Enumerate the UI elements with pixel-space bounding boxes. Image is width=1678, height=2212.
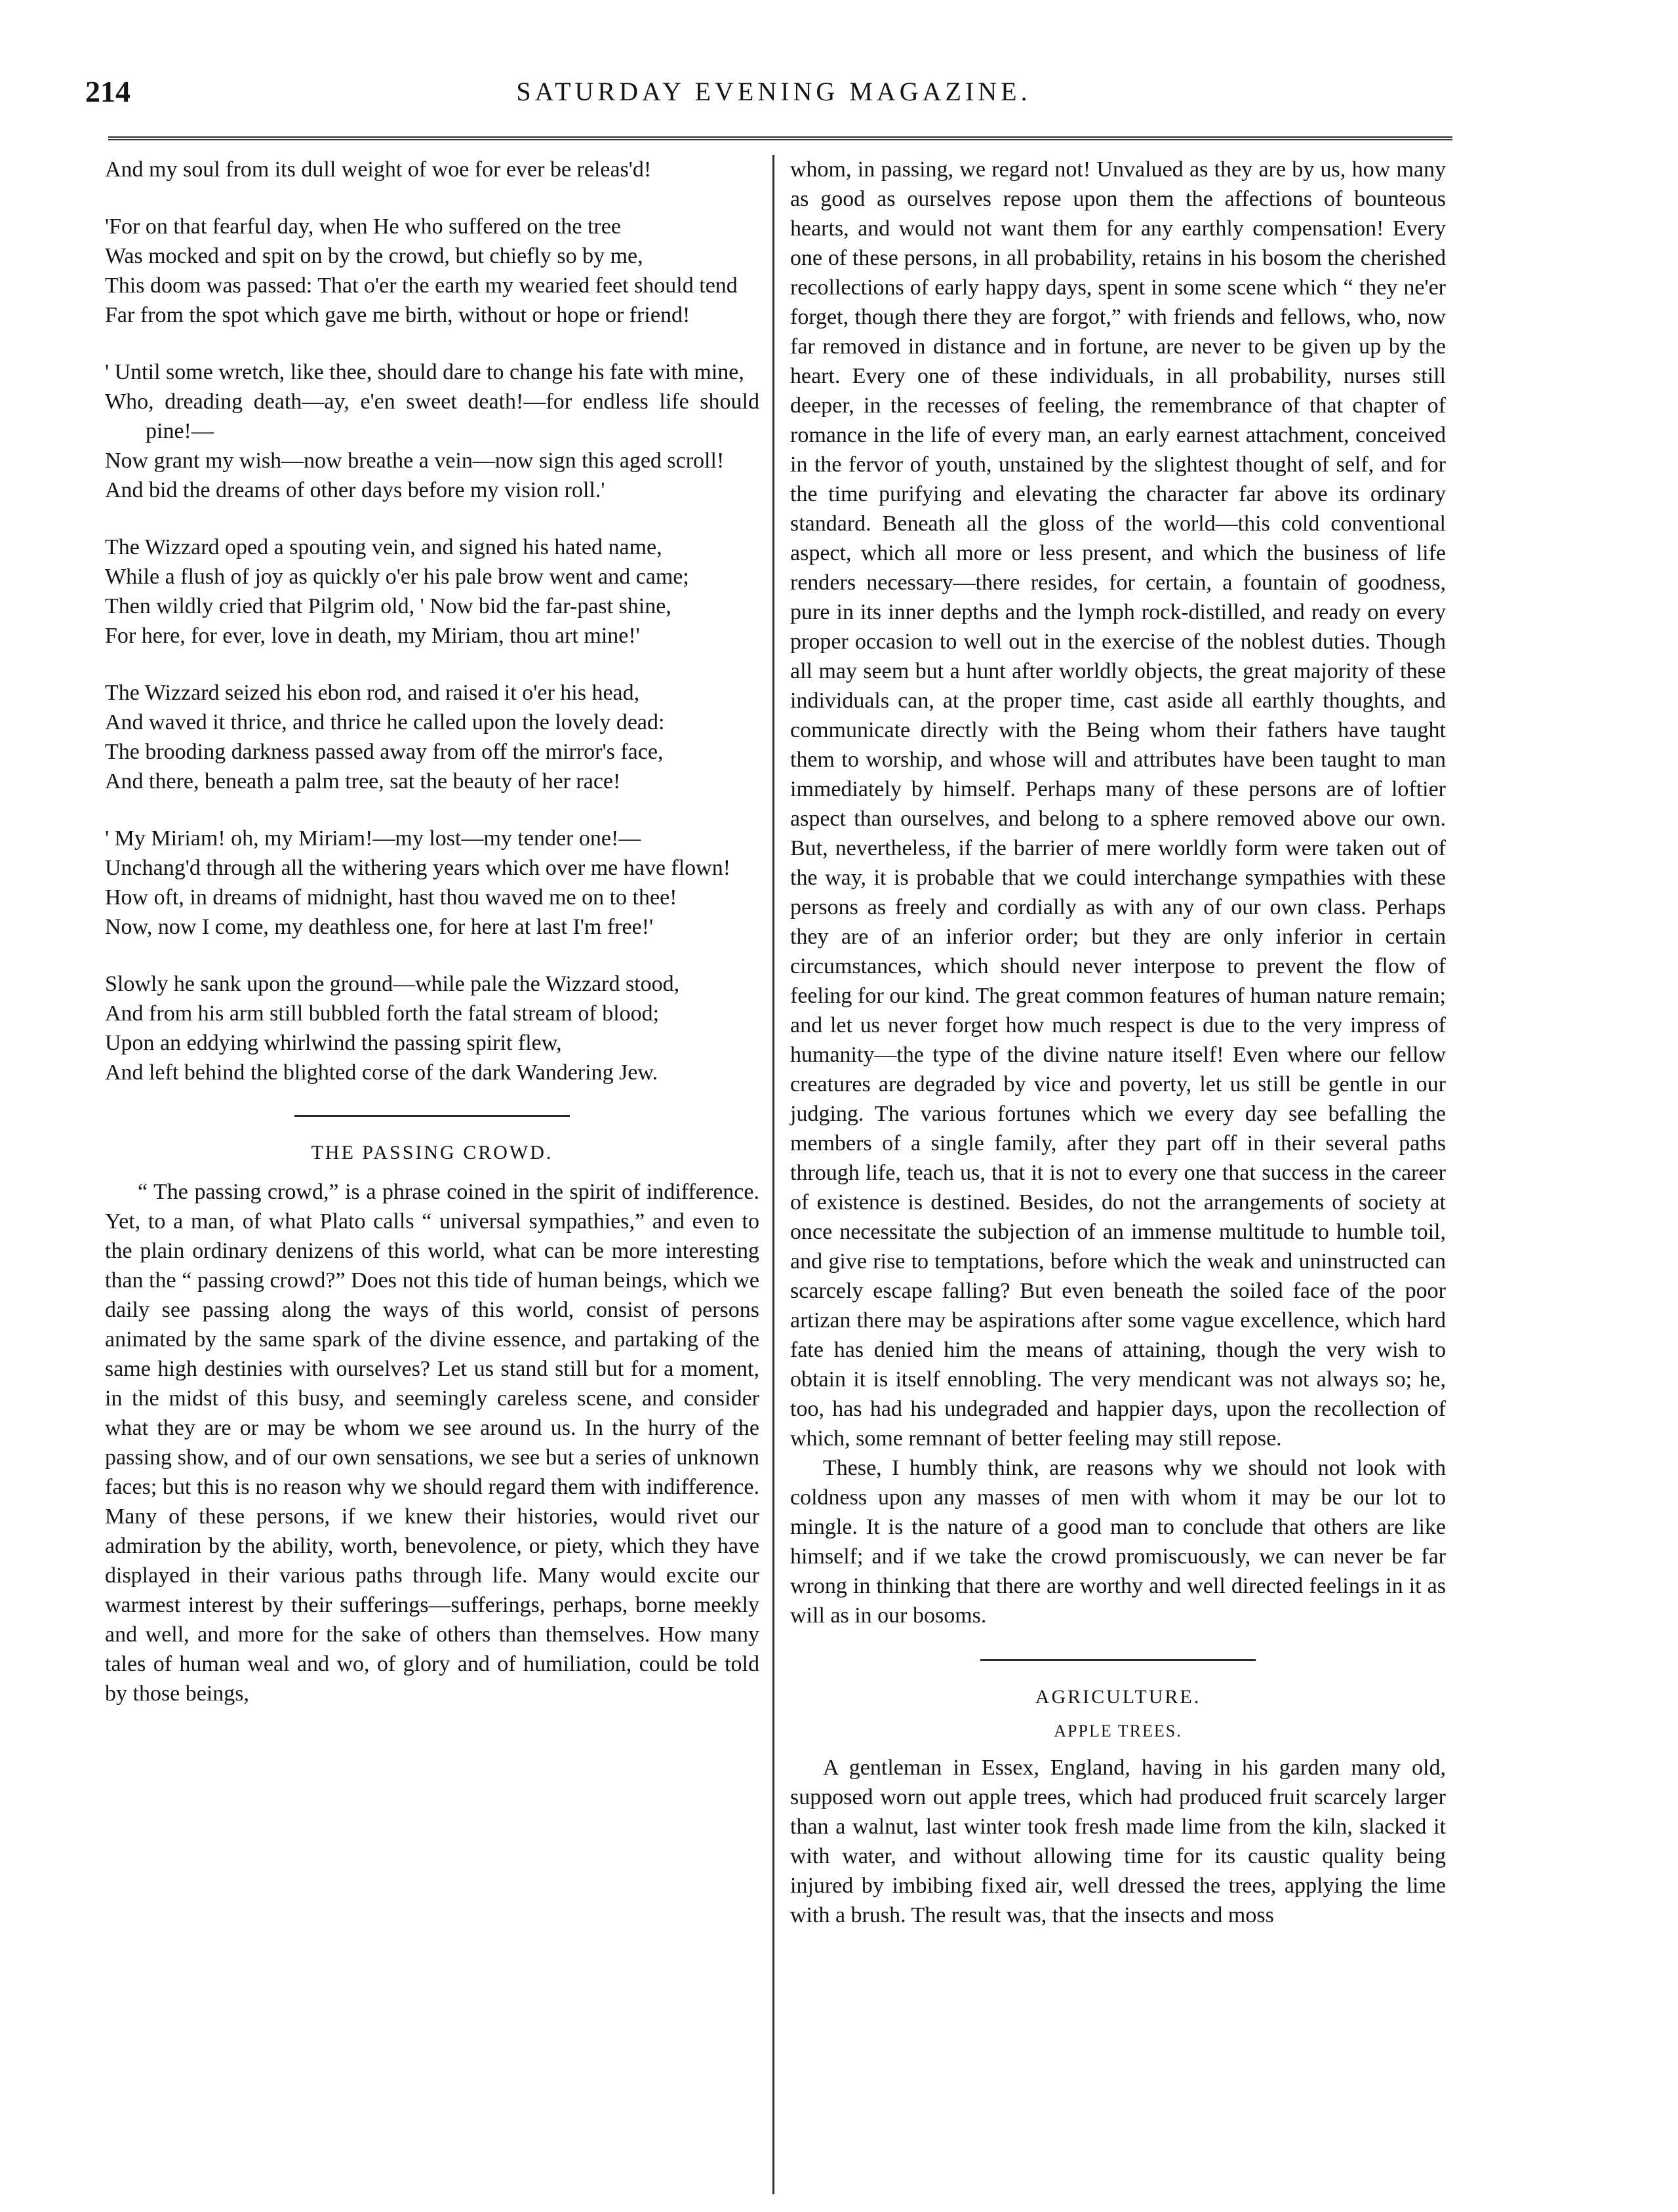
poem-line: And from his arm still bubbled forth the fatal stream of blood; xyxy=(105,1001,660,1026)
poem-stanza xyxy=(105,357,759,505)
poem-line: Slowly he sank upon the ground—while pale the Wizzard stood, xyxy=(105,972,680,996)
poem-stanza xyxy=(105,678,759,796)
poem-line: The Wizzard seized his ebon rod, and raised it o'er his head, xyxy=(105,681,640,705)
section-rule xyxy=(294,1115,570,1117)
poem-stanza xyxy=(105,155,759,184)
poem-line: For here, for ever, love in death, my Miriam, thou art mine!' xyxy=(105,624,640,648)
poem-line: How oft, in dreams of midnight, hast thou waved me on to thee! xyxy=(105,885,677,910)
poem-line: The Wizzard oped a spouting vein, and signed his hated name, xyxy=(105,535,662,559)
poem-stanza xyxy=(105,824,759,942)
poem-line: Now grant my wish—now breathe a vein—now sign this aged scroll! xyxy=(105,449,725,473)
poem-line: Who, dreading death—ay, e'en sweet death!—for endless life should pine!— xyxy=(105,390,759,443)
page-header xyxy=(85,66,1462,118)
poem-line: ' My Miriam! oh, my Miriam!—my lost—my tender one!— xyxy=(105,826,641,851)
poem-line: And there, beneath a palm tree, sat the beauty of her race! xyxy=(105,769,621,794)
poem-stanza xyxy=(105,212,759,330)
article-paragraph-continued: whom, in passing, we regard not! Unvalued as they are by us, how many as good as ourselves repose upon them the affections of bounteous hearts, and would not want them for any earthly compensation! Every one of these persons, in all probability, retains in his bosom the cherished recollections of early happy days, spent in some scene which “ they ne'er forget, though there they are forgot,” with friends and fellows, who, now far removed in distance and in fortune, are never to be given up by the heart. Every one of these individuals, in all probability, nurses still deeper, in the recesses of feeling, the remembrance of that chapter of romance in the life of every man, an early earnest attachment, conceived in the fervor of youth, unstained by the slightest thought of self, and for the time purifying and elevating the character far above its ordinary standard. Beneath all the gloss of the world—this cold conventional aspect, which all more or less present, and which the business of life renders necessary—there resides, for certain, a fountain of goodness, pure in its inner depths and the lymph rock-distilled, and ready on every proper occasion to well out in the exercise of the noblest duties. Though all may seem but a hunt after worldly objects, the great majority of these individuals can, at the proper time, cast aside all earthly thoughts, and communicate directly with the Being whom their fathers have taught them to worship, and whose will and attributes have been taught to man immediately by himself. Perhaps many of these persons are of loftier aspect than ourselves, and belong to a sphere removed above our own. But, nevertheless, if the barrier of mere worldly form were taken out of the way, it is probable that we could interchange sympathies with these persons as freely and cordially as with any of our own class. Perhaps they are of an inferior order; but they are only inferior in certain circumstances, which should never interpose to prevent the flow of feeling for our kind. The great common features of human nature remain; and let us never forget how much respect is due to the very impress of humanity—the type of the divine nature itself! Even where our fellow creatures are degraded by vice and poverty, let us still be gentle in our judging. The various fortunes which we every day see befalling the members of a single family, after they part off in their several paths through life, teach us, that it is not to every one that success in the career of existence is destined. Besides, do not the arrangements of society at once necessitate the subjection of an immense multitude to humble toil, and give rise to temptations, before which the weak and uninstructed can scarcely escape falling? But even beneath the soiled face of the poor artizan there may be aspirations after some vague excellence, which hard fate has denied him the means of attaining, though the very wish to obtain it is itself ennobling. The very mendicant was not always so; he, too, has had his undegraded and happier days, upon the recollection of which, some remnant of better feeling may still repose. xyxy=(790,157,1446,1451)
column-divider xyxy=(772,155,774,2194)
poem-stanza xyxy=(105,533,759,651)
poem-line: Far from the spot which gave me birth, without or hope or friend! xyxy=(105,303,690,327)
poem-line: Was mocked and spit on by the crowd, but chiefly so by me, xyxy=(105,244,643,268)
article-title-passing-crowd: THE PASSING CROWD. xyxy=(311,1142,553,1163)
poem-line: And waved it thrice, and thrice he called upon the lovely dead: xyxy=(105,710,665,734)
header-rule xyxy=(108,136,1452,140)
poem-line: This doom was passed: That o'er the earth my wearied feet should tend xyxy=(105,273,738,298)
article-paragraph: “ The passing crowd,” is a phrase coined in the spirit of indifference. Yet, to a man, of what Plato calls “ universal sympathies,” and even to the plain ordinary denizens of this world, what can be more interesting than the “ passing crowd?” Does not this tide of human beings, which we daily see passing along the ways of this world, consist of persons animated by the same spark of the divine essence, and partaking of the same high destinies with ourselves? Let us stand still but for a moment, in the midst of this busy, and seemingly careless scene, and consider what they are or may be whom we see around us. In the hurry of the passing show, and of our own sensations, we see but a series of unknown faces; but this is no reason why we should regard them with indifference. Many of these persons, if we knew their histories, would rivet our admiration by the ability, worth, benevolence, or piety, which they have displayed in their various paths through life. Many would excite our warmest interest by their sufferings—sufferings, perhaps, borne meekly and well, and more for the sake of others than themselves. How many tales of human weal and wo, of glory and of humiliation, could be told by those beings, xyxy=(105,1180,759,1706)
poem-line: And bid the dreams of other days before my vision roll.' xyxy=(105,478,605,502)
left-column xyxy=(105,155,759,1708)
poem-line: And my soul from its dull weight of woe for ever be releas'd! xyxy=(105,157,652,182)
page-number: 214 xyxy=(85,75,130,108)
poem-line: Upon an eddying whirlwind the passing spirit flew, xyxy=(105,1031,562,1055)
poem-stanza xyxy=(105,969,759,1087)
article-subtitle-apple-trees: APPLE TREES. xyxy=(1054,1721,1182,1740)
poem-continuation xyxy=(105,155,759,1087)
poem-line: Then wildly cried that Pilgrim old, ' Now bid the far-past shine, xyxy=(105,594,671,618)
poem-line: Now, now I come, my deathless one, for here at last I'm free!' xyxy=(105,915,654,939)
poem-line: And left behind the blighted corse of the dark Wandering Jew. xyxy=(105,1060,658,1085)
poem-line: ' Until some wretch, like thee, should dare to change his fate with mine, xyxy=(105,360,744,384)
running-title: SATURDAY EVENING MAGAZINE. xyxy=(516,77,1031,106)
right-column xyxy=(790,155,1446,1930)
article-paragraph: These, I humbly think, are reasons why we should not look with coldness upon any masses of men with whom it may be our lot to mingle. It is the nature of a good man to conclude that others are like himself; and if we take the crowd promiscuously, we can never be far wrong in thinking that there are worthy and well directed feelings in it as will as in our bosoms. xyxy=(790,1456,1446,1628)
article-paragraph: A gentleman in Essex, England, having in his garden many old, supposed worn out apple trees, which had produced fruit scarcely larger than a walnut, last winter took fresh made lime from the kiln, slacked it with water, and without allowing time for its caustic quality being injured by imbibing fixed air, well dressed the trees, applying the lime with a brush. The result was, that the insects and moss xyxy=(790,1756,1446,1927)
poem-line: Unchang'd through all the withering years which over me have flown! xyxy=(105,856,731,880)
poem-line: The brooding darkness passed away from off the mirror's face, xyxy=(105,740,664,764)
poem-line: 'For on that fearful day, when He who suffered on the tree xyxy=(105,214,621,239)
section-title-agriculture: AGRICULTURE. xyxy=(1035,1686,1201,1708)
poem-line: While a flush of joy as quickly o'er his pale brow went and came; xyxy=(105,565,689,589)
section-rule xyxy=(980,1659,1256,1661)
